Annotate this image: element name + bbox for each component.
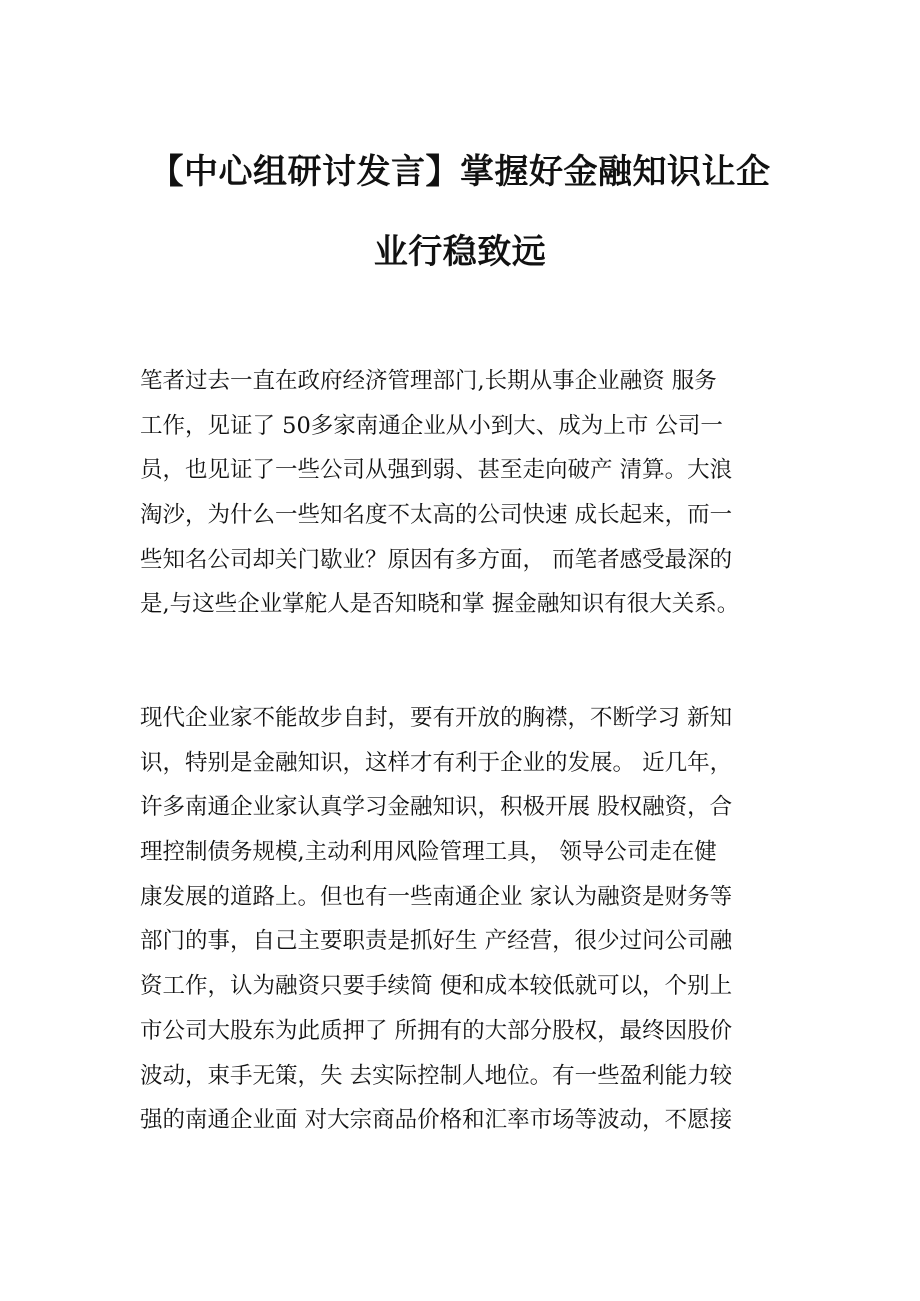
text-line: 许多南通企业家认真学习金融知识，积极开展 股权融资，合 xyxy=(140,794,733,821)
text-line: 理控制债务规模,主动利用风险管理工具， 领导公司走在健 xyxy=(140,839,717,866)
text-line: 波动，束手无策，失 去实际控制人地位。有一些盈利能力较 xyxy=(140,1062,733,1089)
text-line: 强的南通企业面 对大宗商品价格和汇率市场等波动，不愿接 xyxy=(140,1107,733,1134)
title-line: 【中心组研讨发言】掌握好金融知识让企 xyxy=(149,152,771,192)
text-line: 些知名公司却关门歇业？原因有多方面， 而笔者感受最深的 xyxy=(140,546,733,573)
text-line: 笔者过去一直在政府经济管理部门,长期从事企业融资 服务 xyxy=(140,368,717,394)
text-line: 是,与这些企业掌舵人是否知晓和掌 握金融知识有很大关系。 xyxy=(140,591,740,618)
text-line: 工作，见证了 50多家南通企业从小到大、成为上市 公司一 xyxy=(140,412,723,439)
text-line: 资工作，认为融资只要手续简 便和成本较低就可以，个别上 xyxy=(140,973,733,1000)
paragraph-1 xyxy=(140,359,739,627)
text-line: 识，特别是金融知识，这样才有利于企业的发展。 近几年， xyxy=(140,749,733,776)
text-line: 康发展的道路上。但也有一些南通企业 家认为融资是财务等 xyxy=(140,883,733,910)
title-line: 业行稳致远 xyxy=(373,232,547,272)
text-line: 现代企业家不能故步自封，要有开放的胸襟，不断学习 新知 xyxy=(140,705,733,731)
text-line: 淘沙，为什么一些知名度不太高的公司快速 成长起来，而一 xyxy=(140,502,733,529)
text-line: 市公司大股东为此质押了 所拥有的大部分股权，最终因股价 xyxy=(140,1017,733,1044)
document-title xyxy=(100,132,820,292)
text-line: 部门的事，自己主要职责是抓好生 产经营，很少过问公司融 xyxy=(140,928,733,955)
paragraph-2 xyxy=(140,696,732,1143)
text-line: 员，也见证了一些公司从强到弱、甚至走向破产 清算。大浪 xyxy=(140,457,733,484)
